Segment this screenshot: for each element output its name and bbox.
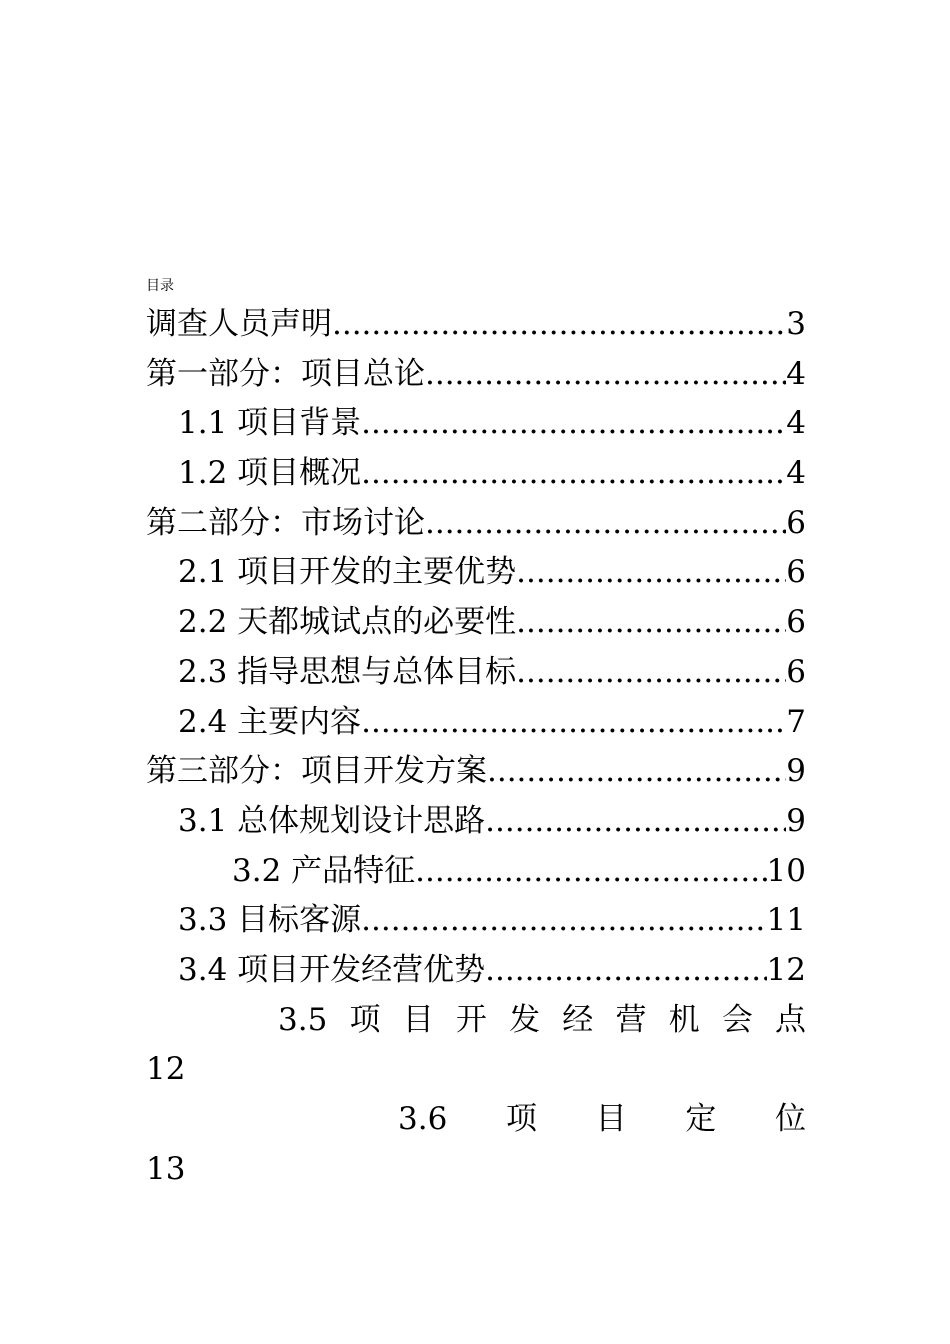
toc-entry-page-number: 13 — [146, 1150, 186, 1187]
toc-entry-label: 调查人员声明 — [146, 306, 332, 342]
toc-entry-label-part: 目 — [402, 1001, 434, 1038]
toc-entry-label-part: 经 — [562, 1001, 594, 1038]
toc-leader-dots — [361, 896, 766, 946]
toc-entry[interactable] — [146, 350, 806, 400]
toc-leader-dots — [361, 399, 786, 449]
toc-entry[interactable] — [146, 399, 806, 449]
toc-entry[interactable] — [146, 896, 806, 946]
toc-entry-label-part: 3.5 — [278, 1001, 328, 1038]
toc-entry-label-part: 目 — [595, 1101, 627, 1137]
toc-entry-page-number: 12 — [146, 1051, 186, 1088]
toc-entry-label-part: 定 — [685, 1101, 717, 1137]
toc-entry-label: 3.3 目标客源 — [178, 902, 362, 939]
toc-entry-label: 第三部分：项目开发方案 — [146, 753, 487, 790]
toc-entry-page-number: 3 — [786, 306, 806, 342]
toc-entry-page-number: 7 — [786, 703, 806, 740]
toc-entry-label: 3.4 项目开发经营优势 — [178, 951, 486, 988]
toc-entry-page-number: 11 — [766, 902, 806, 939]
toc-entry-label: 3.2 产品特征 — [232, 852, 416, 889]
toc-entry[interactable] — [146, 300, 806, 350]
toc-entry[interactable] — [146, 499, 806, 549]
toc-leader-dots — [415, 847, 766, 897]
toc-leader-dots — [425, 499, 786, 549]
toc-leader-dots — [516, 598, 786, 648]
toc-entry-label: 2.1 项目开发的主要优势 — [178, 554, 517, 591]
toc-entry-label: 1.2 项目概况 — [178, 455, 362, 492]
toc-entry-label: 第一部分：项目总论 — [146, 355, 425, 392]
toc-entry[interactable] — [146, 449, 806, 499]
toc-entry[interactable] — [146, 847, 806, 897]
toc-entry[interactable] — [146, 797, 806, 847]
toc-entry-label-part: 项 — [349, 1001, 381, 1038]
toc-entry-label-part: 3.6 — [398, 1101, 448, 1137]
toc-entry-page-number: 4 — [786, 455, 806, 492]
toc-entry-label: 2.3 指导思想与总体目标 — [178, 653, 517, 690]
toc-leader-dots — [487, 747, 786, 797]
toc-heading: 目录 — [146, 278, 174, 294]
toc-entry-label — [146, 996, 806, 1046]
toc-entry-page-number: 9 — [786, 753, 806, 790]
toc-entry-page-number: 6 — [786, 504, 806, 541]
toc-entry-label-part: 发 — [509, 1001, 541, 1038]
table-of-contents — [146, 300, 806, 1194]
toc-entry-page-number: 6 — [786, 554, 806, 591]
toc-entry-label-part: 营 — [615, 1001, 647, 1038]
toc-leader-dots — [425, 350, 786, 400]
toc-entry-label-part: 机 — [668, 1001, 700, 1038]
toc-entry[interactable] — [146, 548, 806, 598]
toc-entry-label-part: 位 — [775, 1101, 806, 1137]
toc-entry-page-number: 4 — [786, 355, 806, 392]
toc-entry[interactable] — [146, 598, 806, 648]
toc-entry-page-number: 4 — [786, 405, 806, 442]
toc-leader-dots — [516, 648, 786, 698]
toc-entry-label-part: 会 — [721, 1001, 753, 1038]
toc-entry-label-part: 开 — [455, 1001, 487, 1038]
toc-entry-wrapped[interactable] — [146, 996, 806, 1095]
toc-entry-label-part: 点 — [775, 1001, 806, 1038]
toc-leader-dots — [361, 698, 786, 748]
toc-entry-wrapped[interactable] — [146, 1095, 806, 1194]
toc-entry-label: 第二部分：市场讨论 — [146, 504, 425, 541]
toc-entry-label: 1.1 项目背景 — [178, 405, 362, 442]
toc-leader-dots — [516, 548, 786, 598]
toc-entry-label — [146, 1095, 806, 1145]
toc-entry-page-number: 6 — [786, 653, 806, 690]
toc-leader-dots — [332, 300, 786, 350]
toc-entry[interactable] — [146, 747, 806, 797]
toc-leader-dots — [485, 797, 786, 847]
toc-entry-label: 3.1 总体规划设计思路 — [178, 802, 486, 839]
toc-entry-label-part: 项 — [505, 1101, 537, 1137]
toc-leader-dots — [361, 449, 786, 499]
toc-leader-dots — [485, 946, 766, 996]
toc-entry-page-number: 6 — [786, 604, 806, 641]
toc-entry[interactable] — [146, 946, 806, 996]
toc-entry-page-number: 12 — [766, 951, 806, 988]
toc-entry-label: 2.2 天都城试点的必要性 — [178, 604, 517, 641]
toc-entry-label: 2.4 主要内容 — [178, 703, 362, 740]
toc-entry[interactable] — [146, 648, 806, 698]
toc-entry-page-number: 9 — [786, 802, 806, 839]
toc-entry[interactable] — [146, 698, 806, 748]
toc-entry-page-number: 10 — [766, 852, 806, 889]
